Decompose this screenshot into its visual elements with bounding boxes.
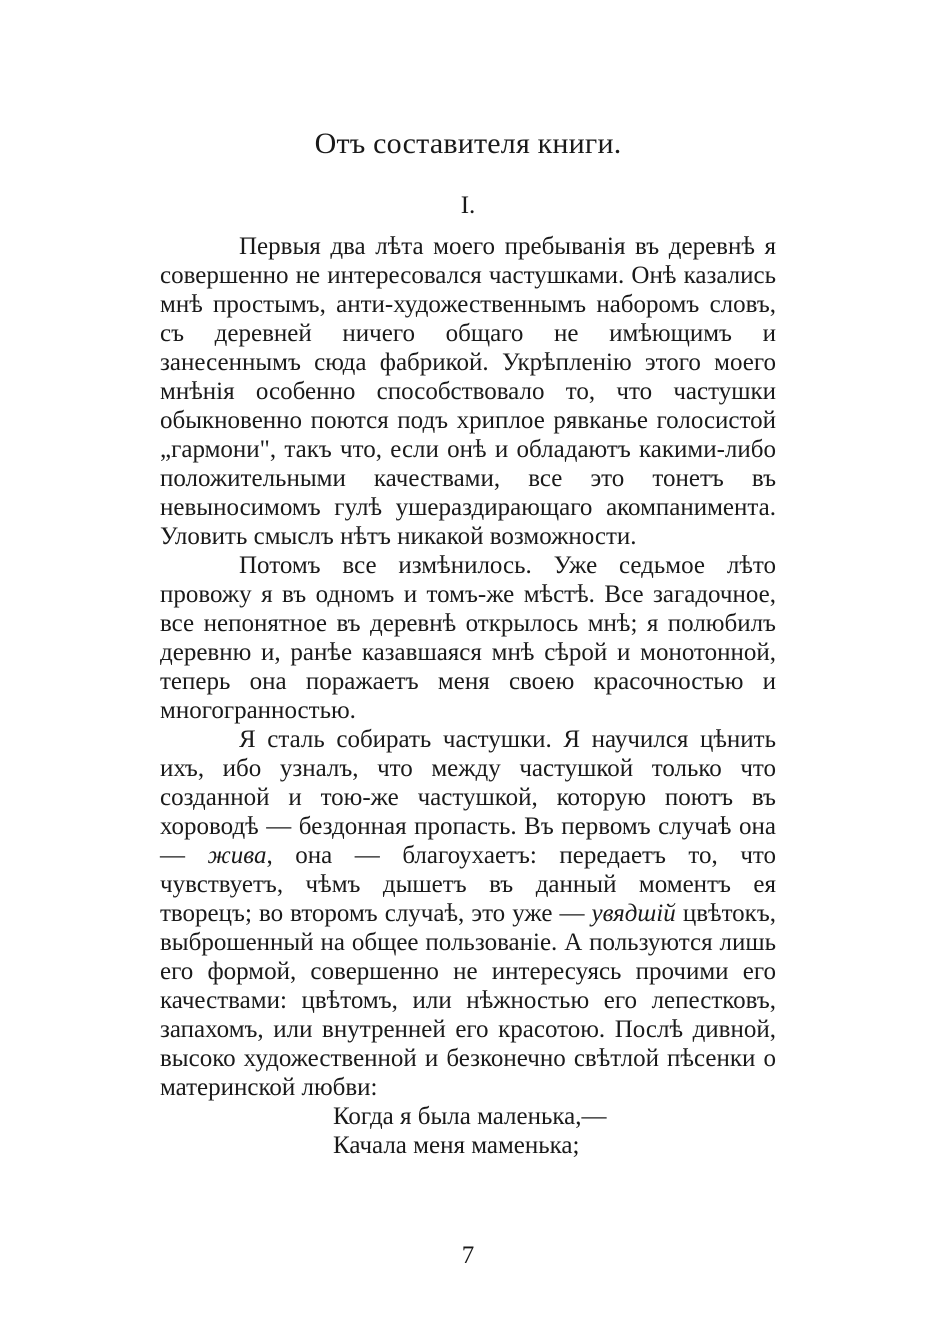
body-text	[160, 232, 776, 1160]
paragraph-1: Первыя два лѣта моего пребыванія въ деревнѣ я совершенно не интересовался частушками. Онѣ казались мнѣ простымъ, анти-художественнымъ наборомъ словъ, съ деревней ничего общаго не имѣющимъ и занесеннымъ сюда фабрикой. Укрѣпленію этого моего мнѣнія особенно способствовало то, что частушки обыкновенно поются подъ хриплое рявканье голосистой „гармони", такъ что, если онѣ и обладаютъ какими-либо положительными качествами, все это тонетъ въ невыносимомъ гулѣ ушераздирающаго акомпанимента. Уловить смыслъ нѣтъ никакой возможности.	[160, 233, 776, 550]
emphasis-alive: жива	[207, 842, 267, 869]
paragraph-3-text-c: цвѣтокъ, выброшенный на общее пользованіе. А пользуются лишь его формой, совершенно не интересуясь прочими его качествами: цвѣтомъ, или нѣжностью его лепестковъ, запахомъ, или внутренней его красотою. Послѣ дивной, высоко художественной и безконечно свѣтлой пѣсенки о материнской любви:	[160, 900, 777, 1101]
verse-line-1: Когда я была маленька,—	[333, 1103, 607, 1130]
paragraph-2: Потомъ все измѣнилось. Уже седьмое лѣто провожу я въ одномъ и томъ-же мѣстѣ. Все загадочное, все непонятное въ деревнѣ открылось мнѣ; я полюбилъ деревню и, ранѣе казавшаяся мнѣ сѣрой и монотонной, теперь она поражаетъ меня своею красочностью и многогранностью.	[160, 552, 776, 724]
verse-quote	[333, 1102, 776, 1160]
paragraph-3	[160, 725, 776, 1102]
paragraph-3-text-b: , она — благоухаетъ: передаетъ то, что чувствуетъ, чѣмъ дышетъ въ данный моментъ ея творецъ; во второмъ случаѣ, это уже —	[160, 842, 776, 927]
section-number: I.	[460, 192, 476, 219]
verse-line-2: Качала меня маменька;	[333, 1132, 580, 1159]
page-number: 7	[461, 1242, 475, 1269]
page-title: Отъ составителя книги.	[314, 127, 622, 160]
emphasis-withered: увядшій	[591, 900, 676, 927]
paragraph-3-text-a: Я сталь собирать частушки. Я научился цѣнить ихъ, ибо узналъ, что между частушкой только что созданной и тою-же частушкой, которую поютъ въ хороводѣ — бездонная пропасть. Въ первомъ случаѣ она —	[160, 726, 776, 869]
